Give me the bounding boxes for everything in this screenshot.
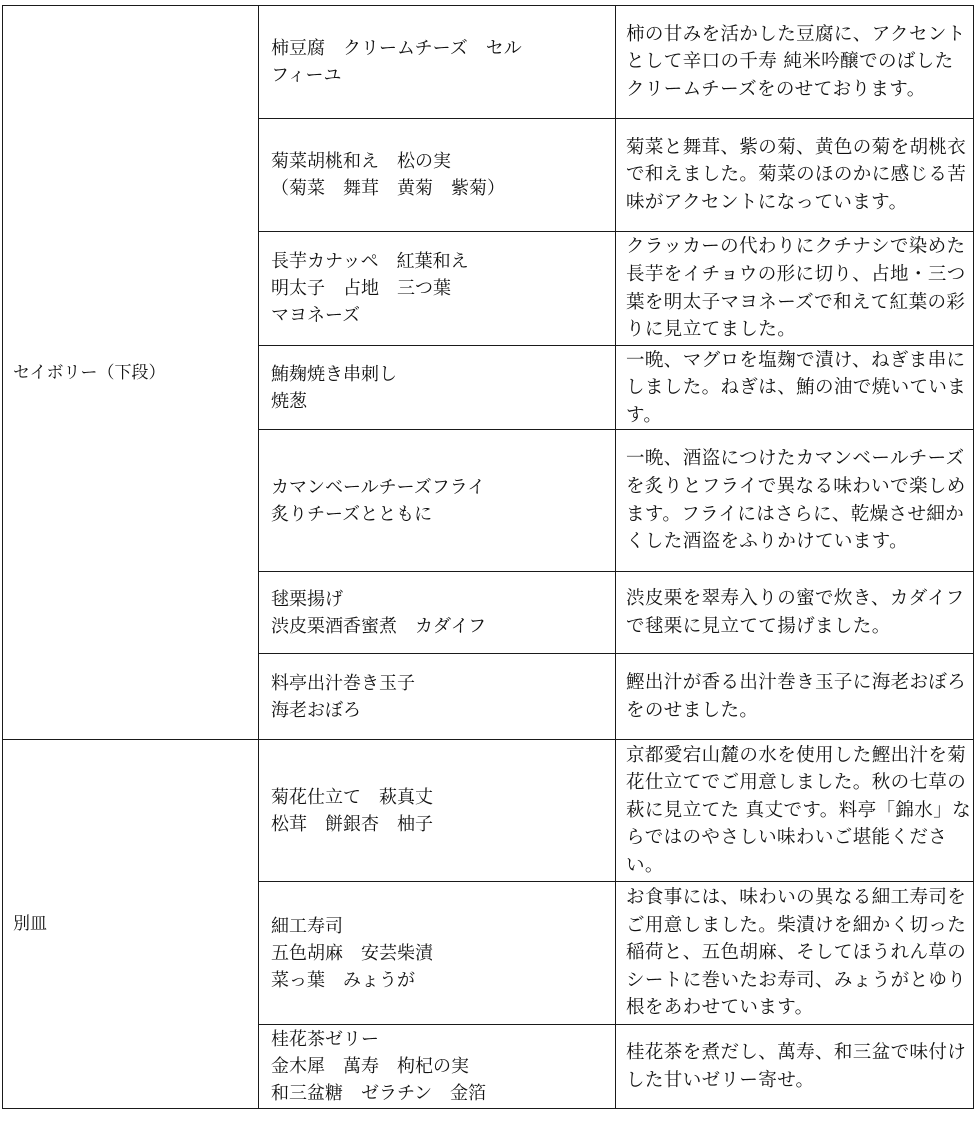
dish-description-cell [616, 740, 974, 882]
dish-name-line: 桂花茶ゼリー [271, 1029, 379, 1050]
dish-name-line: 鮪麹焼き串刺し [271, 363, 397, 385]
dish-name-line: 金木犀 萬寿 枸杞の実 [271, 1056, 469, 1077]
dish-name-line: 明太子 占地 三つ葉 [271, 278, 451, 299]
dish-name-line: 渋皮栗酒香蜜煮 カダイフ [271, 615, 487, 637]
dish-name-line: 焼葱 [271, 390, 307, 412]
dish-description: 京都愛宕山麓の水を使用した鰹出汁を菊花仕立てでご用意しました。秋の七草の萩に見立てた 真丈です。料亭「錦水」ならではのやさしい味わいご堪能ください。 [626, 744, 971, 876]
dish-name-line: 毬栗揚げ [271, 588, 343, 610]
dish-description: 柿の甘みを活かした豆腐に、アクセントとして辛口の千寿 純米吟醸でのばしたクリームチーズをのせております。 [626, 23, 966, 100]
dish-name [259, 572, 616, 654]
dish-name-line: 和三盆糖 ゼラチン 金箔 [271, 1083, 487, 1104]
menu-row [3, 740, 974, 882]
dish-name-line: 五色胡麻 安芸柴漬 [271, 942, 433, 964]
dish-name [259, 654, 616, 740]
dish-name-line: マヨネーズ [271, 305, 361, 326]
dish-name [259, 1025, 616, 1109]
dish-name-line: 料亭出汁巻き玉子 [271, 672, 415, 694]
dish-description-cell [616, 1025, 974, 1109]
dish-name-line: 菜っ葉 みょうが [271, 969, 415, 991]
dish-name [259, 430, 616, 572]
dish-name [259, 882, 616, 1025]
dish-description: お食事には、味わいの異なる細工寿司をご用意しました。柴漬けを細かく切った稲荷と、五色胡麻、そしてほうれん草のシートに巻いたお寿司、みょうがとゆり根をあわせています。 [626, 887, 967, 1019]
dish-description-cell [616, 6, 974, 119]
dish-description-cell [616, 346, 974, 430]
dish-description-cell [616, 119, 974, 232]
dish-name-line: 長芋カナッペ 紅葉和え [271, 251, 469, 272]
dish-name [259, 740, 616, 882]
dish-description: 一晩、マグロを塩麹で漬け、ねぎま串にしました。ねぎは、鮪の油で焼いています。 [626, 349, 967, 426]
dish-description: クラッカーの代わりにクチナシで染めた長芋をイチョウの形に切り、占地・三つ葉を明太子マヨネーズで和えて紅葉の彩りに見立てました。 [626, 236, 966, 341]
dish-name [259, 346, 616, 430]
section-category: セイボリー（下段） [3, 6, 259, 740]
dish-name-line: （菊菜 舞茸 黄菊 紫菊） [271, 178, 505, 199]
dish-description: 桂花茶を煮だし、萬寿、和三盆で味付けした甘いゼリー寄せ。 [626, 1041, 967, 1091]
dish-name [259, 232, 616, 346]
section-category: 別皿 [3, 740, 259, 1109]
dish-description-cell [616, 654, 974, 740]
menu-table [2, 5, 974, 1109]
dish-name [259, 6, 616, 119]
dish-name-line: 海老おぼろ [271, 699, 361, 721]
dish-name-line: 菊菜胡桃和え 松の実 [271, 151, 451, 172]
dish-description: 一晩、酒盗につけたカマンベールチーズを炙りとフライで異なる味わいで楽しめます。フライにはさらに、乾燥させ細かくした酒盗をふりかけています。 [626, 448, 966, 553]
dish-name-line: フィーユ [271, 65, 342, 86]
dish-description-cell [616, 882, 974, 1025]
dish-description-cell [616, 232, 974, 346]
dish-description: 鰹出汁が香る出汁巻き玉子に海老おぼろをのせました。 [626, 671, 967, 721]
dish-description-cell [616, 572, 974, 654]
dish-name-line: 細工寿司 [271, 915, 343, 937]
dish-name-line: 炙りチーズとともに [271, 503, 433, 525]
dish-name-line: 松茸 餅銀杏 柚子 [271, 813, 433, 835]
dish-name-line: カマンベールチーズフライ [271, 476, 486, 498]
menu-row [3, 6, 974, 119]
dish-description-cell [616, 430, 974, 572]
dish-description: 渋皮栗を翠寿入りの蜜で炊き、カダイフで毬栗に見立てて揚げました。 [626, 587, 965, 637]
dish-description: 菊菜と舞茸、紫の菊、黄色の菊を胡桃衣で和えました。菊菜のほのかに感じる苦味がアクセントになっています。 [626, 136, 967, 213]
dish-name [259, 119, 616, 232]
dish-name-line: 柿豆腐 クリームチーズ セル [271, 38, 522, 59]
dish-name-line: 菊花仕立て 萩真丈 [271, 786, 433, 808]
